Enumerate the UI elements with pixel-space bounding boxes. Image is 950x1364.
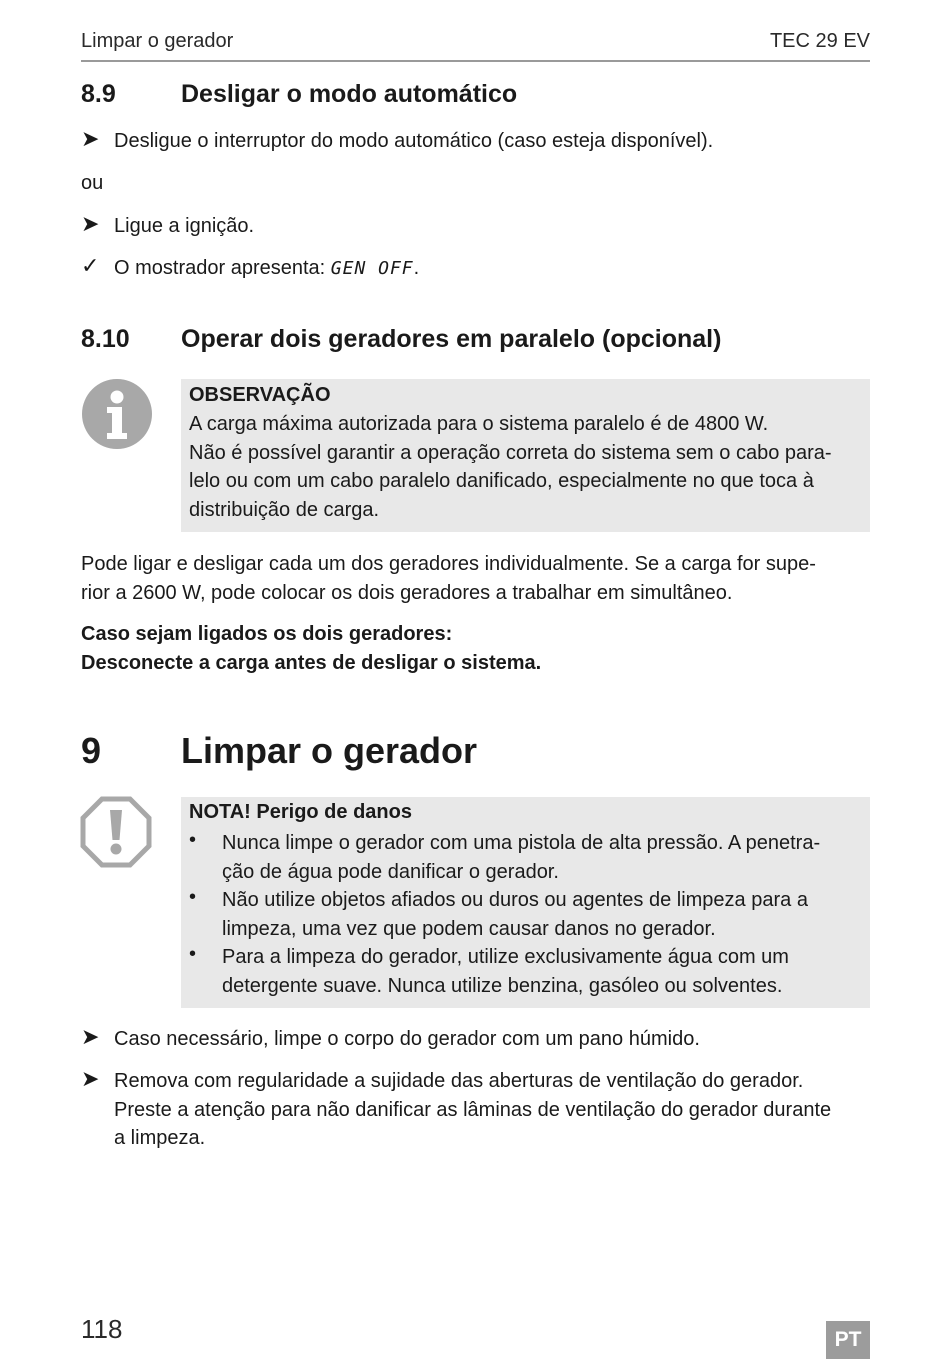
section-8-10-title: Operar dois geradores em paralelo (opcional) [181, 325, 722, 353]
or-text: ou [81, 172, 104, 194]
section-8-9-number: 8.9 [81, 80, 116, 108]
chapter-9-title: Limpar o gerador [181, 730, 478, 771]
running-header-section: Limpar o gerador [81, 30, 234, 52]
header-rule [81, 60, 870, 62]
step-switch-off-auto: Desligue o interruptor do modo automático (caso esteja disponível). [114, 130, 714, 152]
page-number: 118 [81, 1314, 123, 1344]
note-line-4: distribuição de carga. [189, 498, 380, 521]
running-header-model: TEC 29 EV [769, 30, 870, 52]
parallel-paragraph-line-1: Pode ligar e desligar cada um dos geradores individualmente. Se a carga for supe- [81, 553, 816, 575]
notice-title: NOTA! Perigo de danos [189, 801, 412, 823]
arrow-icon: ➤ [81, 211, 100, 236]
note-line-3: lelo ou com um cabo paralelo danificado, especialmente no que toca à [189, 470, 814, 492]
result-display-line [114, 254, 419, 284]
language-badge: PT [826, 1321, 870, 1359]
arrow-icon: ➤ [81, 1066, 100, 1091]
note-title: OBSERVAÇÃO [189, 384, 331, 406]
section-8-9-title: Desligar o modo automático [181, 80, 518, 108]
notice-bullet-3-line-1: Para a limpeza do gerador, utilize exclusivamente água com um [222, 946, 789, 968]
result-suffix: . [413, 257, 420, 279]
result-prefix: O mostrador apresenta: [114, 257, 326, 279]
step-ignition: Ligue a ignição. [114, 215, 255, 237]
check-icon: ✓ [81, 253, 100, 278]
info-icon [81, 378, 153, 450]
note-line-2: Não é possível garantir a operação correta do sistema sem o cabo para- [189, 441, 832, 464]
note-line-1: A carga máxima autorizada para o sistema paralelo é de 4800 W. [189, 413, 769, 435]
step-vents-line-2: Preste a atenção para não danificar as lâminas de ventilação do gerador durante [114, 1098, 832, 1121]
bold-instruction-1: Caso sejam ligados os dois geradores: [81, 623, 453, 645]
step-vents-line-3: a limpeza. [114, 1127, 206, 1149]
parallel-paragraph-line-2: rior a 2600 W, pode colocar os dois geradores a trabalhar em simultâneo. [81, 581, 733, 604]
notice-bullet-2-line-2: limpeza, uma vez que podem causar danos no gerador. [222, 917, 716, 940]
arrow-icon: ➤ [81, 1024, 100, 1049]
arrow-icon: ➤ [81, 126, 100, 151]
bullet-icon: • [189, 886, 197, 908]
notice-bullet-3-line-2: detergente suave. Nunca utilize benzina, gasóleo ou solventes. [222, 974, 783, 997]
bullet-icon: • [189, 829, 197, 851]
notice-octagon-icon [80, 796, 152, 868]
notice-bullet-2-line-1: Não utilize objetos afiados ou duros ou agentes de limpeza para a [222, 889, 808, 911]
chapter-9-number: 9 [81, 730, 102, 771]
step-clean-body: Caso necessário, limpe o corpo do gerador com um pano húmido. [114, 1028, 700, 1050]
section-8-10-number: 8.10 [81, 325, 130, 353]
step-vents-line-1: Remova com regularidade a sujidade das aberturas de ventilação do gerador. [114, 1070, 804, 1092]
bullet-icon: • [189, 943, 197, 965]
notice-bullet-1-line-1: Nunca limpe o gerador com uma pistola de alta pressão. A penetra- [222, 832, 821, 854]
notice-bullet-1-line-2: ção de água pode danificar o gerador. [222, 860, 559, 883]
bold-instruction-2: Desconecte a carga antes de desligar o sistema. [81, 651, 542, 674]
lcd-gen-off: GEN OFF [330, 258, 414, 279]
